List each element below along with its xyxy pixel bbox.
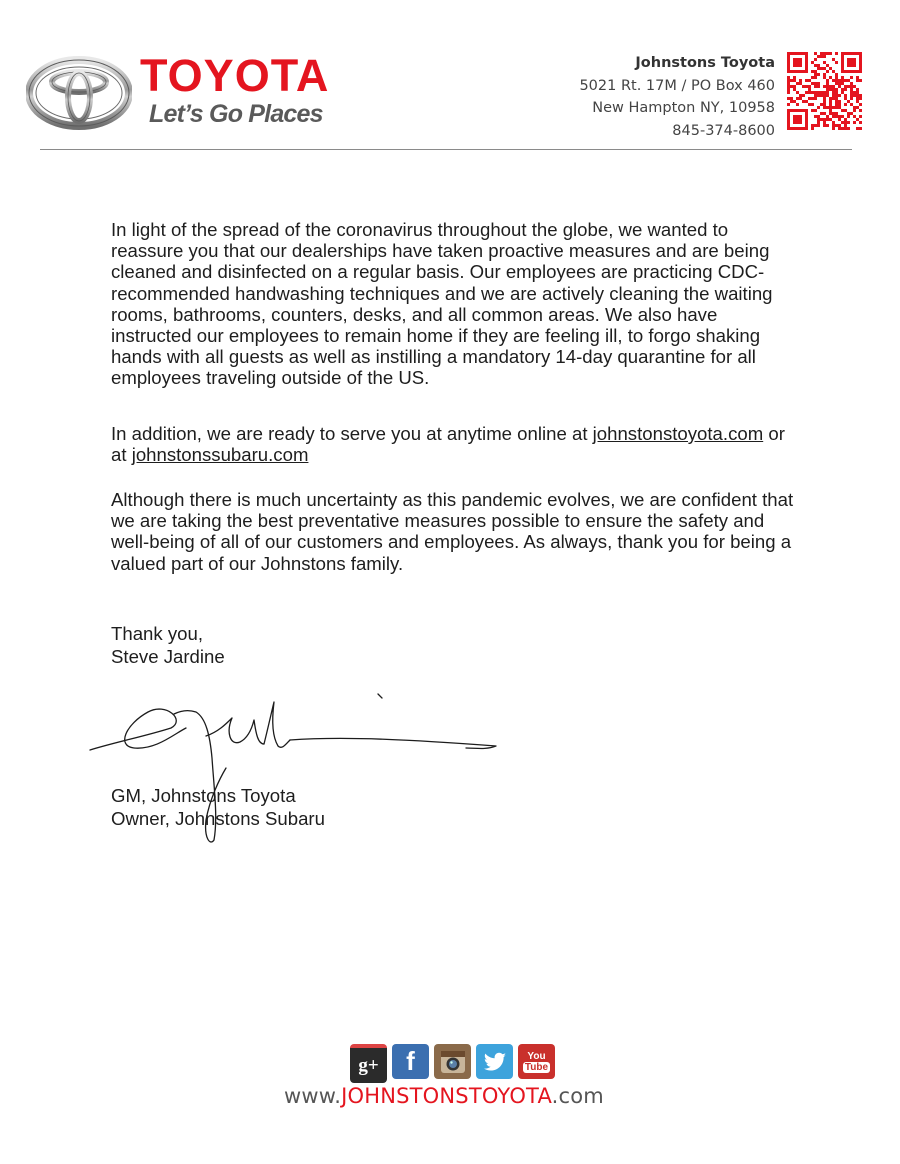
facebook-label: f xyxy=(406,1046,415,1076)
dealer-address-line1: 5021 Rt. 17M / PO Box 460 xyxy=(579,77,775,94)
closing-block xyxy=(111,622,225,668)
qr-code-icon xyxy=(787,52,862,130)
google-plus-icon[interactable] xyxy=(350,1044,387,1083)
facebook-icon[interactable] xyxy=(392,1044,429,1079)
bird-glyph xyxy=(483,1052,507,1072)
brand-wordmark: TOYOTA xyxy=(140,50,330,101)
youtube-label-top: You xyxy=(527,1050,546,1062)
social-media-bar xyxy=(350,1044,555,1083)
google-plus-label: g+ xyxy=(358,1054,379,1076)
paragraph-online xyxy=(111,423,801,465)
youtube-label-bottom: Tube xyxy=(524,1061,549,1073)
subaru-website-link[interactable]: johnstonssubaru.com xyxy=(131,444,309,466)
signer-name: Steve Jardine xyxy=(111,646,225,667)
dealer-name: Johnstons Toyota xyxy=(635,55,775,71)
footer-website-url[interactable] xyxy=(284,1084,604,1108)
header-divider xyxy=(40,149,852,150)
footer-url-domain: JOHNSTONSTOYOTA xyxy=(341,1084,552,1108)
closing-phrase: Thank you, xyxy=(111,623,203,644)
instagram-icon[interactable] xyxy=(434,1044,471,1079)
footer-url-prefix: www. xyxy=(284,1084,342,1108)
paragraph-online-text: In addition, we are ready to serve you at anytime online at xyxy=(111,423,593,444)
camera-glyph xyxy=(440,1050,466,1074)
paragraph-online-connector: or at xyxy=(111,423,785,466)
dealer-address-line2: New Hampton NY, 10958 xyxy=(592,100,775,117)
brand-tagline: Let’s Go Places xyxy=(149,100,323,128)
twitter-icon[interactable] xyxy=(476,1044,513,1079)
paragraph-confidence: Although there is much uncertainty as this pandemic evolves, we are confident that we are taking the best preventative measures possible to ensure the safety and well-being of all of our customers and employees. As always, thank you for being a valued part of our Johnstons family. xyxy=(111,489,794,574)
signer-title-toyota: GM, Johnstons Toyota xyxy=(111,785,296,806)
dealer-address-block xyxy=(579,52,775,142)
signer-title-subaru: Owner, Johnstons Subaru xyxy=(111,808,325,829)
toyota-emblem-icon xyxy=(26,56,132,130)
paragraph-precautions: In light of the spread of the coronavirus throughout the globe, we wanted to reassure you that our dealerships have taken proactive measures and are being cleaned and disinfected on a regular basis. Our employees are practicing CDC-recommended handwashing techniques and we are actively cleaning the waiting rooms, bathrooms, counters, desks, and all common areas. We also have instructed our employees to remain home if they are feeling ill, to forgo shaking hands with all guests as well as instilling a mandatory 14-day quarantine for all employees traveling outside of the US. xyxy=(111,219,773,389)
youtube-icon[interactable] xyxy=(518,1044,555,1079)
signer-titles xyxy=(111,784,325,830)
dealer-phone: 845-374-8600 xyxy=(672,122,775,139)
toyota-website-link[interactable]: johnstonstoyota.com xyxy=(592,423,764,444)
footer-url-suffix: .com xyxy=(551,1084,604,1108)
